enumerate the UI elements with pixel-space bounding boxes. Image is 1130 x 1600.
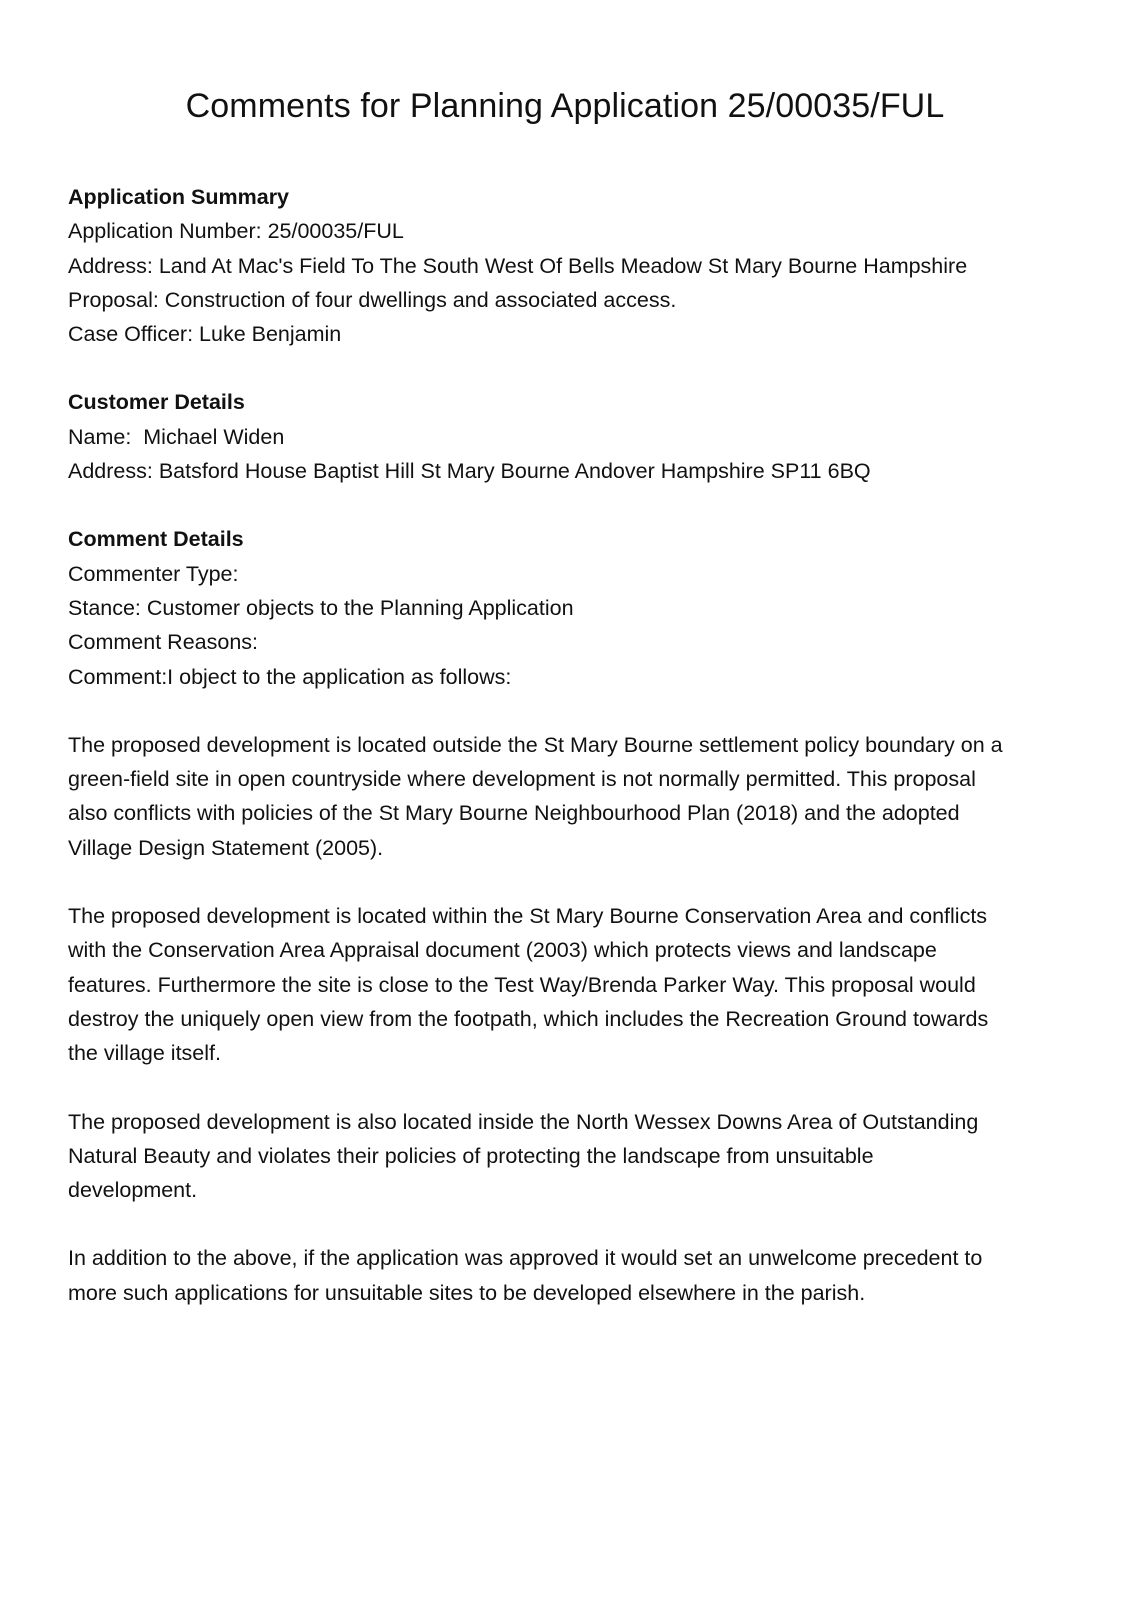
comment-details-heading: Comment Details xyxy=(68,527,244,552)
comment-paragraph-line: the village itself. xyxy=(68,1041,221,1066)
comment-paragraph-line: In addition to the above, if the application was approved it would set an unwelcome precedent to xyxy=(68,1246,983,1271)
comment-paragraph-line: The proposed development is located within the St Mary Bourne Conservation Area and conflicts xyxy=(68,904,988,929)
comment-paragraph-line: green-field site in open countryside where development is not normally permitted. This proposal xyxy=(68,767,976,792)
comment-paragraph-line: The proposed development is also located inside the North Wessex Downs Area of Outstanding xyxy=(68,1109,979,1134)
document-body xyxy=(68,180,1068,1344)
application-address: Address: Land At Mac's Field To The South West Of Bells Meadow St Mary Bourne Hampshire xyxy=(68,253,968,278)
customer-details-heading: Customer Details xyxy=(68,390,245,415)
comment-paragraph-line: with the Conservation Area Appraisal document (2003) which protects views and landscape xyxy=(68,938,937,963)
application-number: Application Number: 25/00035/FUL xyxy=(68,219,404,244)
comment-paragraph-line: more such applications for unsuitable sites to be developed elsewhere in the parish. xyxy=(68,1280,866,1305)
application-proposal: Proposal: Construction of four dwellings and associated access. xyxy=(68,287,677,312)
comment-paragraph-line: development. xyxy=(68,1178,198,1203)
comment-paragraph-line: Village Design Statement (2005). xyxy=(68,835,384,860)
comment-paragraph-line: features. Furthermore the site is close to the Test Way/Brenda Parker Way. This proposal would xyxy=(68,972,976,997)
comment-paragraph-line: Natural Beauty and violates their policies of protecting the landscape from unsuitable xyxy=(68,1143,874,1168)
case-officer: Case Officer: Luke Benjamin xyxy=(68,322,342,347)
page-title: Comments for Planning Application 25/00035/FUL xyxy=(185,87,945,125)
comment-paragraph-line: also conflicts with policies of the St Mary Bourne Neighbourhood Plan (2018) and the adopted xyxy=(68,801,960,826)
comment-paragraph xyxy=(68,899,1068,1070)
customer-address: Address: Batsford House Baptist Hill St Mary Bourne Andover Hampshire SP11 6BQ xyxy=(68,459,871,484)
comment-paragraph xyxy=(68,1241,1068,1310)
comment-paragraph-line: The proposed development is located outside the St Mary Bourne settlement policy boundary on a xyxy=(68,732,1003,757)
comment-paragraph xyxy=(68,1105,1068,1208)
comment-details-section xyxy=(68,522,1068,693)
customer-name: Name: Michael Widen xyxy=(68,424,285,449)
application-summary-section xyxy=(68,180,1068,351)
customer-details-section xyxy=(68,385,1068,488)
comment-intro: Comment:I object to the application as follows: xyxy=(68,664,512,689)
comment-reasons: Comment Reasons: xyxy=(68,630,258,655)
application-summary-heading: Application Summary xyxy=(68,185,290,209)
comment-stance: Stance: Customer objects to the Planning Application xyxy=(68,595,574,620)
comment-paragraph xyxy=(68,728,1068,865)
comment-paragraph-line: destroy the uniquely open view from the footpath, which includes the Recreation Ground towards xyxy=(68,1006,989,1031)
commenter-type: Commenter Type: xyxy=(68,561,239,586)
